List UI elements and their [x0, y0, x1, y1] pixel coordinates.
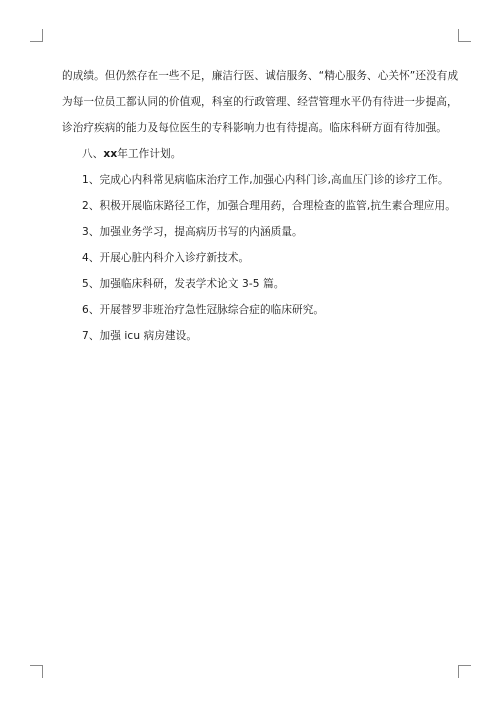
paragraph-line: 为每一位员工都认同的价值观，科室的行政管理、经营管理水平仍有待进一步提高， [62, 96, 458, 108]
section-year-placeholder: xx [103, 148, 118, 160]
plan-item: 4、开展心脏内科介入诊疗新技术。 [82, 252, 250, 264]
crop-mark-top-right [458, 29, 471, 42]
crop-mark-top-left [30, 29, 43, 42]
plan-item: 1、完成心内科常见病临床治疗工作,加强心内科门诊,高血压门诊的诊疗工作。 [82, 174, 449, 186]
plan-item: 2、积极开展临床路径工作，加强合理用药，合理检查的监管,抗生素合理应用。 [82, 200, 456, 212]
plan-item: 6、开展替罗非班治疗急性冠脉综合症的临床研究。 [82, 304, 325, 316]
section-suffix: 年工作计划。 [117, 148, 182, 160]
plan-item: 5、加强临床科研，发表学术论文 3-5 篇。 [82, 278, 285, 290]
paragraph-line: 诊治疗疾病的能力及每位医生的专科影响力也有待提高。临床科研方面有待加强。 [62, 122, 447, 134]
plan-item: 7、加强 icu 病房建设。 [82, 330, 198, 342]
crop-mark-bottom-right [458, 665, 471, 678]
crop-mark-bottom-left [30, 665, 43, 678]
document-body [62, 68, 459, 354]
section-heading [62, 146, 442, 162]
section-prefix: 八、 [82, 148, 104, 160]
paragraph-line: 的成绩。但仍然存在一些不足，廉洁行医、诚信服务、“精心服务、心关怀”还没有成 [62, 70, 459, 82]
plan-item: 3、加强业务学习，提高病历书写的内涵质量。 [82, 226, 303, 238]
